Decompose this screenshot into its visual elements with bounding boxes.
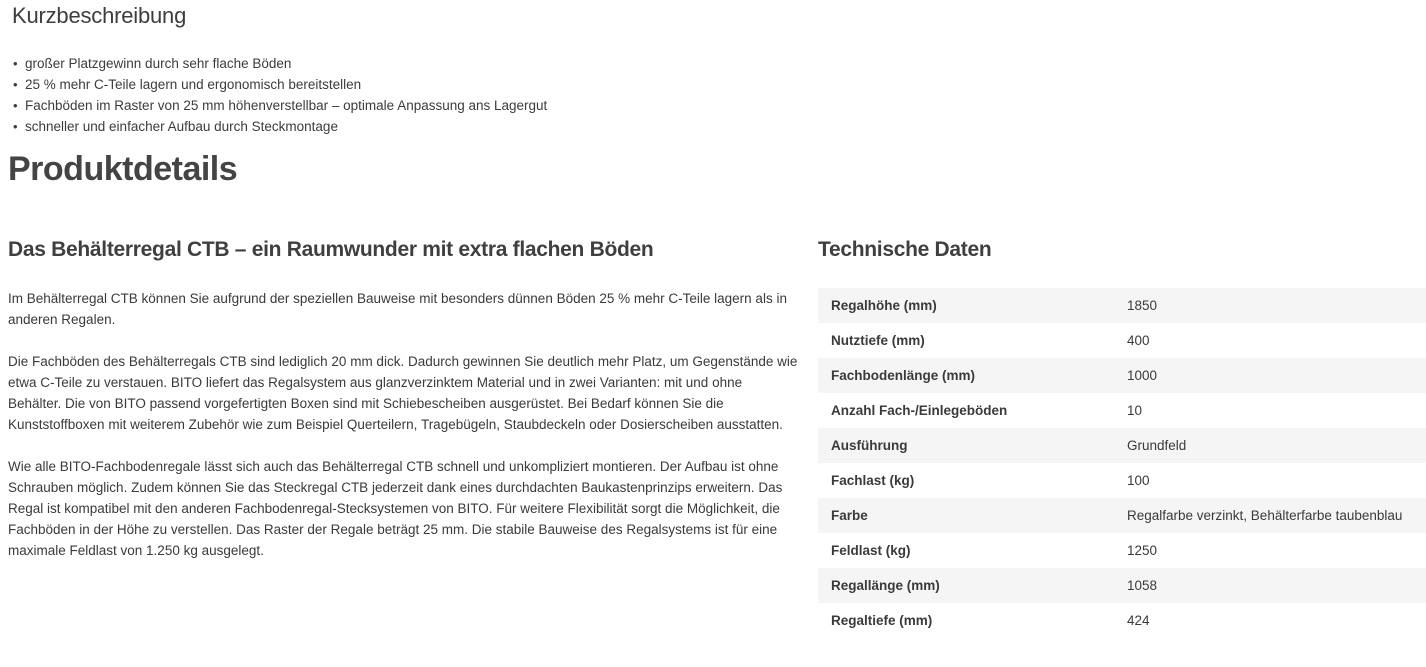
description-paragraph: Im Behälterregal CTB können Sie aufgrund der speziellen Bauweise mit besonders dünnen Böden 25 % mehr C-Teile lagern als in anderen Regalen.: [8, 291, 787, 327]
spec-value: 10: [1127, 403, 1143, 418]
technical-data-title: Technische Daten: [818, 238, 992, 261]
technical-data-table: [818, 288, 1426, 638]
spec-key: Feldlast (kg): [831, 543, 911, 558]
table-row: [818, 533, 1426, 568]
list-item-text: schneller und einfacher Aufbau durch Steckmontage: [25, 119, 338, 134]
list-item: [12, 116, 547, 137]
description-paragraph: Wie alle BITO-Fachbodenregale lässt sich auch das Behälterregal CTB schnell und unkompliziert montieren. Der Aufbau ist ohne Schrauben möglich. Zudem können Sie das Steckregal CTB jederzeit dank eines durchdachten Baukastenprinzips erweitern. Das Regal ist kompatibel mit den anderen Fachbodenregal-Stecksystemen von BITO. Für weitere Flexibilität sorgt die Möglichkeit, die Fachböden in der Höhe zu verstellen. Das Raster der Regale beträgt 25 mm. Die stabile Bauweise des Regalsystems ist für eine maximale Feldlast von 1.250 kg ausgelegt.: [8, 459, 783, 558]
spec-value: 100: [1127, 473, 1150, 488]
spec-key: Regalhöhe (mm): [831, 298, 937, 313]
spec-key: Anzahl Fach-/Einlegeböden: [831, 403, 1008, 418]
product-details-title: Produktdetails: [8, 150, 238, 188]
spec-value: 1000: [1127, 368, 1158, 383]
spec-key: Fachlast (kg): [831, 473, 915, 488]
spec-key: Fachbodenlänge (mm): [831, 368, 976, 383]
description-paragraph: Die Fachböden des Behälterregals CTB sind lediglich 20 mm dick. Dadurch gewinnen Sie deutlich mehr Platz, um Gegenstände wie etwa C-Teile zu verstauen. BITO liefert das Regalsystem aus glanzverzinktem Material und in zwei Varianten: mit und ohne Behälter. Die von BITO passend vorgefertigten Boxen sind mit Schiebescheiben ausgerüstet. Bei Bedarf können Sie die Kunststoffboxen mit weiterem Zubehör wie zum Beispiel Querteilern, Tragebügeln, Staubdeckeln oder Dosierscheiben ausstatten.: [8, 354, 798, 432]
spec-value: 400: [1127, 333, 1150, 348]
list-item: [12, 95, 547, 116]
table-row: [818, 393, 1426, 428]
bullet-icon: •: [13, 77, 18, 92]
table-row: [818, 323, 1426, 358]
short-description-list: [12, 53, 547, 137]
spec-key: Nutztiefe (mm): [831, 333, 925, 348]
short-description-title: Kurzbeschreibung: [12, 3, 187, 28]
spec-value: 1058: [1127, 578, 1158, 593]
spec-value: Grundfeld: [1127, 438, 1187, 453]
table-row: [818, 463, 1426, 498]
spec-value: Regalfarbe verzinkt, Behälterfarbe taubenblau: [1127, 508, 1403, 523]
list-item-text: Fachböden im Raster von 25 mm höhenverstellbar – optimale Anpassung ans Lagergut: [25, 98, 548, 113]
table-row: [818, 603, 1426, 638]
table-row: [818, 358, 1426, 393]
spec-key: Regallänge (mm): [831, 578, 940, 593]
table-row: [818, 288, 1426, 323]
table-row: [818, 568, 1426, 603]
spec-value: 1250: [1127, 543, 1158, 558]
list-item: [12, 74, 547, 95]
spec-key: Farbe: [831, 508, 868, 523]
bullet-icon: •: [13, 56, 18, 71]
description-title: Das Behälterregal CTB – ein Raumwunder mit extra flachen Böden: [8, 238, 654, 261]
table-row: [818, 428, 1426, 463]
bullet-icon: •: [13, 98, 18, 113]
table-row: [818, 498, 1426, 533]
spec-key: Ausführung: [831, 438, 908, 453]
list-item-text: 25 % mehr C-Teile lagern und ergonomisch bereitstellen: [25, 77, 362, 92]
bullet-icon: •: [13, 119, 18, 134]
spec-value: 1850: [1127, 298, 1158, 313]
list-item: [12, 53, 547, 74]
description-body: [8, 288, 798, 582]
spec-value: 424: [1127, 613, 1150, 628]
spec-key: Regaltiefe (mm): [831, 613, 933, 628]
list-item-text: großer Platzgewinn durch sehr flache Böden: [25, 56, 292, 71]
